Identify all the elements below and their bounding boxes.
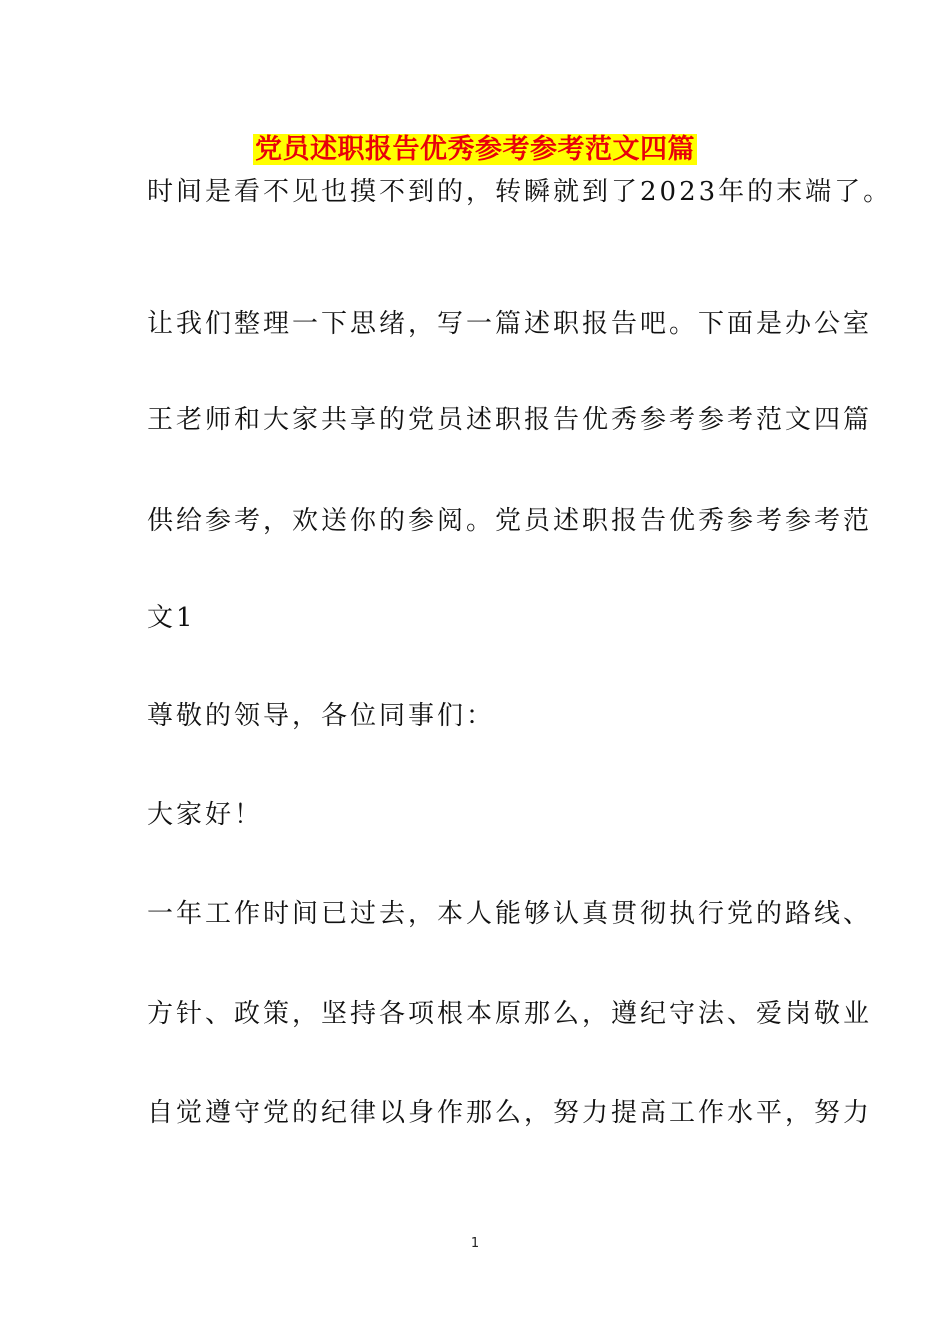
body-line-6: 尊敬的领导，各位同事们： [147, 701, 496, 731]
body-line-4: 供给参考，欢送你的参阅。党员述职报告优秀参考参考范 [147, 506, 873, 536]
body-line-9: 方针、政策，坚持各项根本原那么，遵纪守法、爱岗敬业 [147, 999, 873, 1029]
document-title-text: 党员述职报告优秀参考参考范文四篇 [255, 134, 695, 165]
body-line-8: 一年工作时间已过去，本人能够认真贯彻执行党的路线、 [147, 899, 873, 929]
page-number: 1 [470, 1236, 480, 1251]
body-line-7: 大家好！ [147, 800, 264, 830]
document-title [0, 132, 950, 168]
body-line-5: 文1 [147, 603, 196, 633]
body-line-10: 自觉遵守党的纪律以身作那么，努力提高工作水平，努力 [147, 1098, 873, 1128]
body-line-1: 时间是看不见也摸不到的，转瞬就到了2023年的末端了。 [147, 177, 893, 207]
body-line-2: 让我们整理一下思绪，写一篇述职报告吧。下面是办公室 [147, 309, 873, 339]
body-line-3: 王老师和大家共享的党员述职报告优秀参考参考范文四篇 [147, 405, 873, 435]
